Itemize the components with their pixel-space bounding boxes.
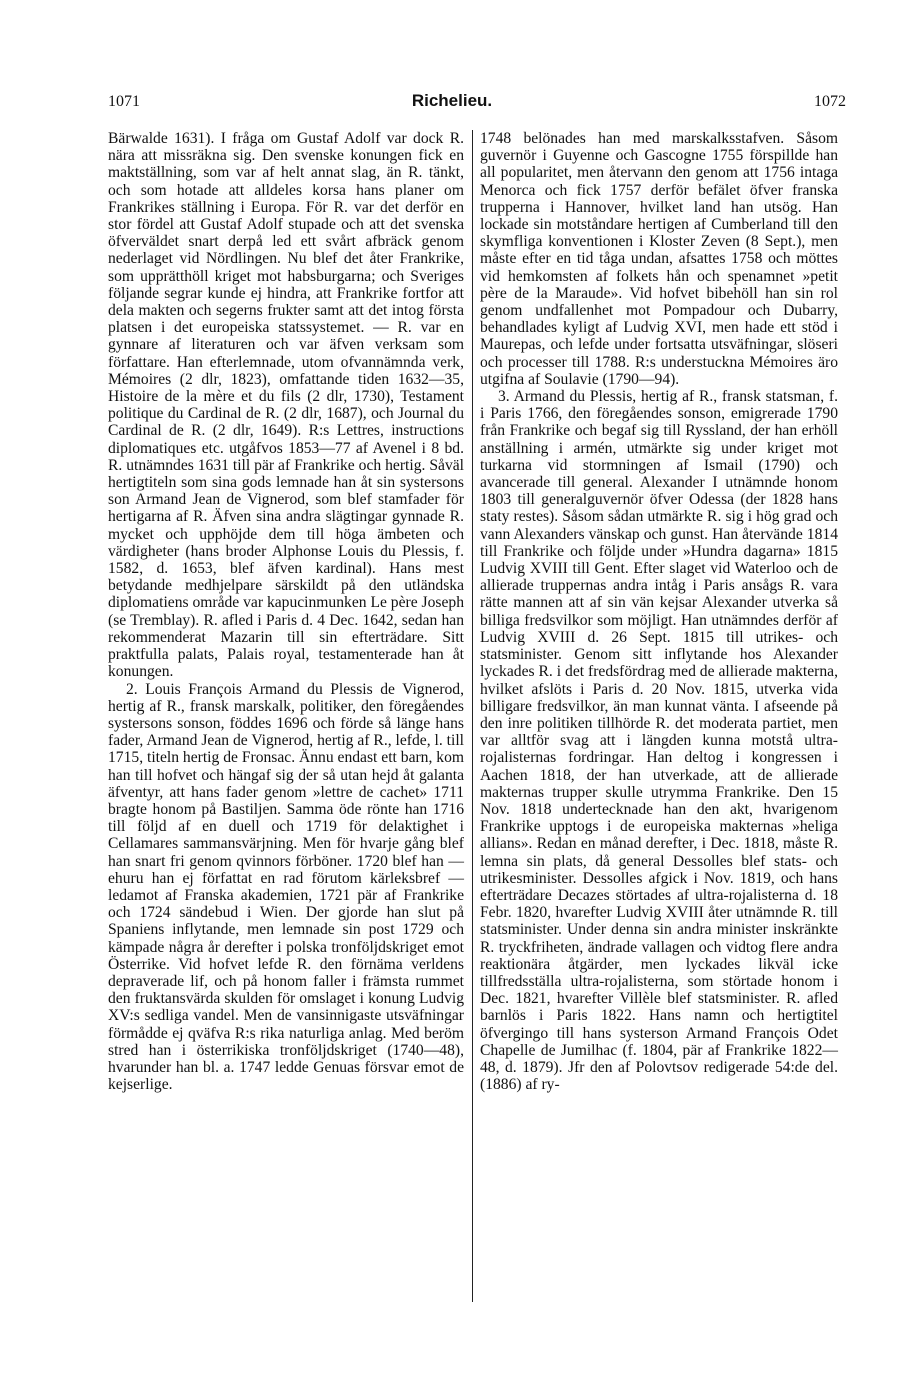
page-number-left: 1071 (108, 93, 140, 110)
left-paragraph-2: 2. Louis François Armand du Plessis de Vignerod, hertig af R., fransk marskalk, politiker, den föregåendes systersons sonson, föddes 1696 och förde så länge hans fader, Armand Jean de Vignerod, hertig af R., lefde, l. till 1715, titeln hertig de Fronsac. Ännu endast ett barn, kom han till hofvet och hängaf sig der så utan hejd åt galanta äfventyr, att hans fader genom »lettre de cachet» 1711 bragte honom på Bastiljen. Samma öde rönte han 1716 till följd af en duell och 1719 för delaktighet i Cellamares sammansvärjning. Men för hvarje gång blef han snart fri genom qvinnors förböner. 1720 blef han — ehuru han ej författat en rad förutom kärleksbref — ledamot af Franska akademien, 1721 pär af Frankrike och 1724 sändebud i Wien. Der gjorde han slut på Spaniens inflytande, men lemnade sin post 1729 och kämpade några år derefter i polska tronföljdskriget emot Österrike. Vid hofvet lefde R. den förnäma verldens depraverade lif, och på honom faller i främsta rummet den fruktansvärda skulden för omslaget i konung Ludvig XV:s sedliga vandel. Men de vansinnigaste utsväfningar förmådde ej qväfva R:s rika naturliga anlag. Med beröm stred han i österrikiska tronföljdskriget (1740—48), hvarunder han bl. a. 1747 ledde Genuas försvar emot de kejserlige. (108, 680, 464, 1094)
page-header (0, 93, 904, 117)
right-column (480, 130, 838, 1093)
left-paragraph-1: Bärwalde 1631). I fråga om Gustaf Adolf var dock R. nära att missräkna sig. Den svenske konungen fick en maktställning, som var af helt annat slag, än R. tänkt, och som hotade att alldeles korsa hans planer om Frankrikes ställning i Europa. För R. var det derför en stor fördel att Gustaf Adolf stupade och att det svenska öfverväldet snart derpå led ett svårt afbräck genom nederlaget vid Nördlingen. Nu blef det åter Frankrike, som upprätthöll kriget mot habsburgarna; och Sveriges följande segrar kunde ej hindra, att Frankrike fortfor att dela makten och segerns frukter samt att det intog första platsen i det europeiska statssystemet. — R. var en gynnare af literaturen och var äfven verksam som författare. Han efterlemnade, utom ofvannämnda verk, Mémoires (2 dlr, 1823), omfattande tiden 1632—35, Histoire de la mère et du fils (2 dlr, 1730), Testament politique du Cardinal de R. (2 dlr, 1687), och Journal du Cardinal de R. (2 dlr, 1649). R:s Lettres, instructions diplomatiques etc. utgåfvos 1853—77 af Avenel i 8 bd. R. utnämndes 1631 till pär af Frankrike och hertig. Såväl hertigtiteln som sina gods lemnade han åt sin systersons son Armand Jean de Vignerod, som blef stamfader för hertigarna af R. Äfven sina andra slägtingar gynnade R. mycket och upphöjde dem till höga ämbeten och värdigheter (hans broder Alphonse Louis du Plessis, f. 1582, d. 1653, blef äfven kardinal). Hans mest betydande medhjelpare särskildt på den utländska diplomatiens område var kapucinmunken Le père Joseph (se Tremblay). R. afled i Paris d. 4 Dec. 1642, sedan han rekommenderat Mazarin till sin efterträdare. Sitt praktfulla palats, Palais royal, testamenterade han åt konungen. (108, 130, 464, 681)
right-paragraph-1: 1748 belönades han med marskalksstafven. Såsom guvernör i Guyenne och Gascogne 1755 förspillde han all popularitet, men återvann den genom att 1756 intaga Menorca och fick 1757 derför befälet öfver franska trupperna i Hannover, hvilket land han utsög. Han lockade sin motståndare hertigen af Cumberland till den skymfliga konventionen i Kloster Zeven (8 Sept.), men måste efter en tid tåga undan, afsattes 1758 och möttes vid hemkomsten af folkets hån och spenamnet »petit père de la Maraude». Vid hofvet bibehöll han sin rol genom undfallenhet mot Pompadour och Dubarry, behandlades kyligt af Ludvig XVI, men hade ett stöd i Maurepas, och lefde under fortsatta utsväfningar, slöseri och processer till 1788. R:s understuckna Mémoires äro utgifna af Soulavie (1790—94). (480, 130, 838, 388)
left-column (108, 130, 464, 1093)
right-paragraph-2: 3. Armand du Plessis, hertig af R., fransk statsman, f. i Paris 1766, den föregåendes sonson, emigrerade 1790 från Frankrike och begaf sig till Ryssland, der han erhöll anställning i armén, utmärkte sig under kriget mot turkarna vid stormningen af Ismail (1790) och avancerade till general. Alexander I utnämnde honom 1803 till generalguvernör öfver Odessa (der 1828 hans staty restes). Såsom sådan utmärkte R. sig i hög grad och vann Alexanders vänskap och gunst. Han återvände 1814 till Frankrike och följde under »Hundra dagarna» 1815 Ludvig XVIII till Gent. Efter slaget vid Waterloo och de allierade truppernas andra intåg i Paris ansågs R. vara rätte mannen att af sin vän kejsar Alexander utverka så billiga fredsvilkor som möjligt. Han utnämndes derför af Ludvig XVIII d. 26 Sept. 1815 till utrikes- och statsminister. Genom sitt inflytande hos Alexander lyckades R. i det fredsfördrag med de allierade makterna, hvilket afslöts i Paris d. 20 Nov. 1815, utverka vida billigare fredsvilkor, än man kunnat vänta. I afseende på den inre politiken tillhörde R. det moderata partiet, men var alltför svag att i längden kunna motstå ultra-rojalisternas fordringar. Han deltog i kongressen i Aachen 1818, der han utverkade, att de allierade makternas trupper skulle utrymma Frankrike. Den 15 Nov. 1818 undertecknade han den akt, hvarigenom Frankrike upptogs i de europeiska makternas »heliga allians». Redan en månad derefter, i Dec. 1818, måste R. lemna sin plats, då general Dessolles blef stats- och utrikesminister. Dessolles afgick i Nov. 1819, och hans efterträdare Decazes störtades af ultra-rojalisterna d. 18 Febr. 1820, hvarefter Ludvig XVIII åter utnämnde R. till statsminister. Under denna sin andra minister inskränkte R. tryckfriheten, ändrade vallagen och vidtog flere andra reaktionära åtgärder, men lyckades likväl icke tillfredsställa ultra-rojalisterna, som störtade honom i Dec. 1821, hvarefter Villèle blef statsminister. R. afled barnlös i Paris 1822. Hans namn och hertigtitel öfvergingo till hans systerson Armand François Odet Chapelle de Jumilhac (f. 1804, pär af Frankrike 1822—48, d. 1879). Jfr den af Polovtsov redigerade 54:de del. (1886) af ry- (480, 388, 838, 1094)
running-title: Richelieu. (411, 91, 493, 110)
page-number-right: 1072 (814, 93, 846, 110)
column-divider (472, 130, 473, 1302)
